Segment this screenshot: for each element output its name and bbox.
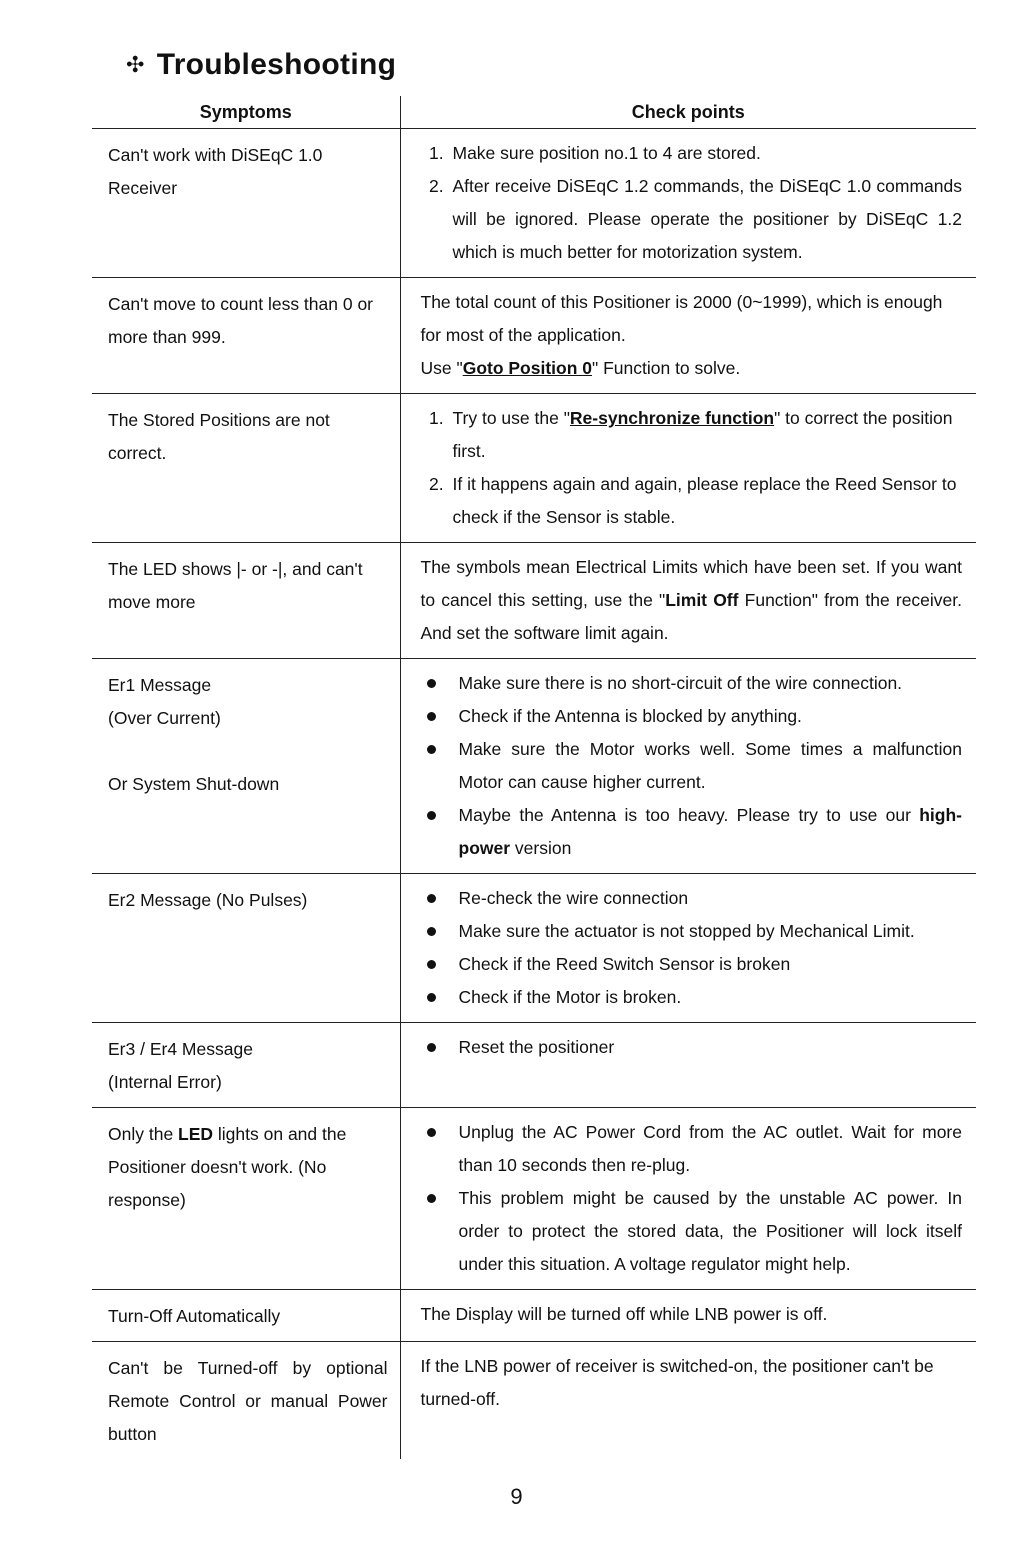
check-cell [400,1108,976,1290]
check-item: Make sure the Motor works well. Some times a malfunction Motor can cause higher current. [421,733,963,799]
table-row [92,1290,976,1342]
check-item: Reset the positioner [421,1031,963,1064]
check-text: Use "Goto Position 0" Function to solve. [420,358,741,378]
check-text: The total count of this Positioner is 2000 (0~1999), which is enough for most of the application. [420,292,943,345]
check-item: Unplug the AC Power Cord from the AC outlet. Wait for more than 10 seconds then re-plug. [421,1116,963,1182]
check-item: Check if the Motor is broken. [421,981,963,1014]
table-row [92,1108,976,1290]
table-row [92,129,976,278]
check-item: Make sure the actuator is not stopped by Mechanical Limit. [421,915,963,948]
led-label: LED [178,1124,214,1144]
check-item: This problem might be caused by the unstable AC power. In order to protect the stored data, the Positioner will lock itself under this situation. A voltage regulator might help. [421,1182,963,1281]
goto-position-link: Goto Position 0 [462,358,593,378]
table-row [92,1023,976,1108]
symptom-cell: The Stored Positions are not correct. [92,394,400,543]
check-cell [400,278,976,394]
table-header-row [92,96,976,129]
high-power-label: high-power [458,805,962,858]
diamond-bullet-icon: ✣ [126,52,145,77]
check-cell [400,874,976,1023]
check-item: 2. If it happens again and again, please replace the Reed Sensor to check if the Sensor is stable. [449,468,963,534]
check-cell: The Display will be turned off while LNB power is off. [400,1290,976,1342]
check-cell [400,1023,976,1108]
symptom-cell: Turn-Off Automatically [92,1290,400,1342]
page-title-text: Troubleshooting [156,48,397,81]
check-item: 1. Make sure position no.1 to 4 are stored. [449,137,963,170]
limit-off-label: Limit Off [665,590,739,610]
table-row [92,543,976,659]
check-item: Re-check the wire connection [421,882,963,915]
symptom-cell: Can't move to count less than 0 or more than 999. [92,278,400,394]
check-item: Check if the Reed Switch Sensor is broken [421,948,963,981]
check-item: Maybe the Antenna is too heavy. Please try to use our high-power version [421,799,963,865]
header-check-points: Check points [400,96,976,129]
check-item: Make sure there is no short-circuit of the wire connection. [421,667,963,700]
check-item: Check if the Antenna is blocked by anything. [421,700,963,733]
symptom-cell: Can't be Turned-off by optional Remote Control or manual Power button [108,1358,388,1444]
table-row [92,874,976,1023]
page-title [126,48,396,82]
check-item: 1. Try to use the "Re-synchronize function" to correct the position first. [449,402,963,468]
symptom-cell: Can't work with DiSEqC 1.0 Receiver [92,129,400,278]
check-cell: The symbols mean Electrical Limits which have been set. If you want to cancel this setting, use the "Limit Off Function" from the receiver. And set the software limit again. [400,543,976,659]
symptom-cell: Er2 Message (No Pulses) [92,874,400,1023]
page-number: 9 [510,1484,523,1509]
symptom-cell: Only the LED lights on and the Positioner doesn't work. (No response) [92,1108,400,1290]
check-cell [400,394,976,543]
check-cell [400,129,976,278]
check-item: 2. After receive DiSEqC 1.2 commands, the DiSEqC 1.0 commands will be ignored. Please operate the positioner by DiSEqC 1.2 which is much better for motorization system. [449,170,963,269]
header-symptoms: Symptoms [92,96,400,129]
check-cell: If the LNB power of receiver is switched-on, the positioner can't be turned-off. [400,1342,976,1460]
symptom-cell: Er1 Message (Over Current) Or System Shut-down [92,659,400,874]
check-cell [400,659,976,874]
resync-function-link: Re-synchronize function [569,408,775,428]
symptom-cell: Er3 / Er4 Message (Internal Error) [92,1023,400,1108]
table-row [92,659,976,874]
troubleshooting-table [92,96,976,1459]
table-row [92,394,976,543]
table-row [92,1342,976,1460]
symptom-cell: The LED shows |- or -|, and can't move more [92,543,400,659]
table-row [92,278,976,394]
